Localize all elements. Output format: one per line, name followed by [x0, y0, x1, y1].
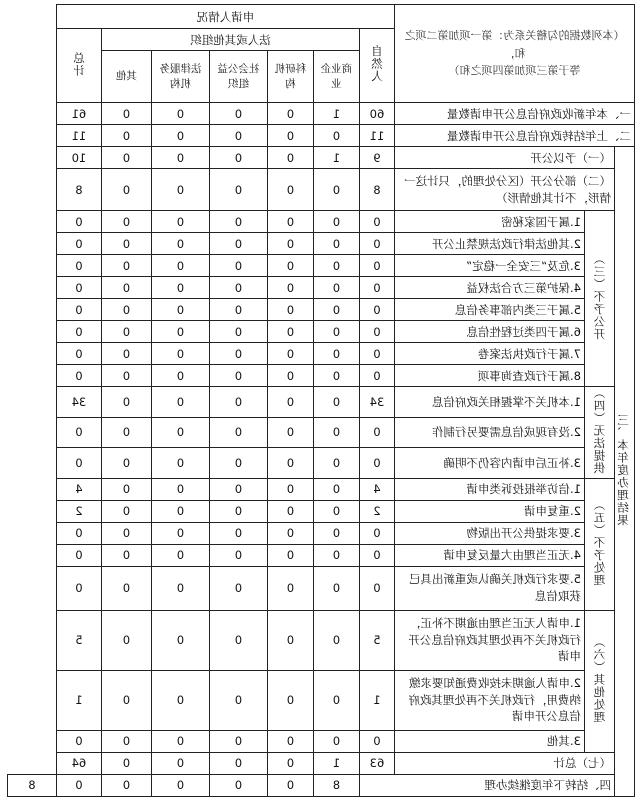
cell: 0 — [209, 255, 267, 277]
cell: 0 — [313, 566, 359, 610]
cell: 0 — [151, 169, 209, 211]
cell: 0 — [151, 277, 209, 299]
cell: 0 — [313, 125, 359, 147]
row-label: 3.要求提供公开出版物 — [394, 522, 584, 544]
cell: 0 — [101, 387, 151, 418]
disclosure-stats-table — [7, 4, 635, 797]
row-label: 4.保护第三方合法权益 — [394, 277, 584, 299]
cell: 0 — [209, 103, 267, 125]
cell: 0 — [151, 417, 209, 448]
cell: 0 — [313, 277, 359, 299]
cell: 0 — [151, 752, 209, 774]
cell: 0 — [101, 774, 151, 796]
cell: 0 — [267, 387, 313, 418]
cell: 0 — [359, 211, 394, 233]
cell: 0 — [209, 670, 267, 730]
row-label: 8.属于行政查询事项 — [394, 365, 584, 387]
cell: 34 — [359, 387, 394, 418]
legal-service-header: 法律服务机构 — [151, 51, 209, 103]
table-row — [8, 147, 635, 169]
cell: 0 — [101, 365, 151, 387]
cell: 0 — [359, 448, 394, 479]
cell: 0 — [101, 752, 151, 774]
cell: 0 — [267, 147, 313, 169]
cell: 1 — [56, 670, 101, 730]
cell: 0 — [267, 169, 313, 211]
row-label: 2.其他法律行政法规禁止公开 — [394, 233, 584, 255]
cell: 8 — [8, 774, 57, 796]
cell: 0 — [313, 417, 359, 448]
table-row — [8, 566, 635, 610]
table-row — [8, 448, 635, 479]
cell: 0 — [56, 277, 101, 299]
cell: 0 — [313, 610, 359, 670]
cell: 0 — [101, 125, 151, 147]
row-label: （七）总计 — [394, 752, 614, 774]
cell: 0 — [151, 365, 209, 387]
row-label: 1.属于国家秘密 — [394, 211, 584, 233]
row-label: 1.信访举报投诉类申请 — [394, 478, 584, 500]
cell: 0 — [209, 277, 267, 299]
table-row — [8, 365, 635, 387]
table-row — [8, 610, 635, 670]
cell: 0 — [209, 299, 267, 321]
cell: 0 — [151, 387, 209, 418]
applicant-header: 申请人情况 — [56, 5, 394, 29]
cell: 0 — [267, 125, 313, 147]
cell: 0 — [313, 448, 359, 479]
cell: 0 — [359, 277, 394, 299]
cell: 0 — [151, 211, 209, 233]
cell: 0 — [209, 343, 267, 365]
cell: 4 — [56, 478, 101, 500]
cell: 0 — [209, 522, 267, 544]
row-label: 一、本年新收政府信息公开申请数量 — [394, 103, 634, 125]
cell: 0 — [209, 169, 267, 211]
cell: 0 — [56, 522, 101, 544]
cell: 0 — [313, 343, 359, 365]
cell: 0 — [151, 730, 209, 752]
cell: 0 — [151, 255, 209, 277]
cell: 0 — [267, 417, 313, 448]
table-row — [8, 544, 635, 566]
total-header: 总计 — [56, 29, 101, 103]
cell: 0 — [313, 233, 359, 255]
table-row — [8, 255, 635, 277]
cell: 0 — [359, 730, 394, 752]
cell: 0 — [209, 730, 267, 752]
cell: 0 — [101, 670, 151, 730]
cell: 0 — [267, 522, 313, 544]
cell: 0 — [56, 417, 101, 448]
row-label: 3.补正后申请内容仍不明确 — [394, 448, 584, 479]
cell: 0 — [101, 343, 151, 365]
cell: 0 — [209, 500, 267, 522]
cell: 0 — [267, 365, 313, 387]
cell: 0 — [209, 365, 267, 387]
cell: 0 — [101, 321, 151, 343]
cell: 0 — [56, 299, 101, 321]
cell: 8 — [56, 169, 101, 211]
cell: 0 — [313, 544, 359, 566]
note-line-1: （本列数据的勾稽关系为：第一项加第二项之和， — [404, 29, 625, 60]
cell: 0 — [209, 387, 267, 418]
cell: 0 — [267, 211, 313, 233]
natural-person-header: 自然人 — [359, 29, 394, 103]
cell: 0 — [267, 255, 313, 277]
cell: 4 — [359, 478, 394, 500]
cell: 0 — [56, 365, 101, 387]
cell: 0 — [151, 343, 209, 365]
cell: 61 — [56, 103, 101, 125]
header-row-1 — [8, 5, 635, 29]
cell: 0 — [313, 211, 359, 233]
cell: 0 — [101, 448, 151, 479]
row-label: 4.无正当理由大量反复申请 — [394, 544, 584, 566]
cell: 0 — [359, 299, 394, 321]
cell: 5 — [359, 610, 394, 670]
cell: 0 — [359, 255, 394, 277]
cell: 0 — [101, 169, 151, 211]
row-label: 2.没有现成信息需要另行制作 — [394, 417, 584, 448]
row-label: 6.属于四类过程性信息 — [394, 321, 584, 343]
row-label: 2.重复申请 — [394, 500, 584, 522]
cell: 0 — [209, 417, 267, 448]
cell: 0 — [267, 730, 313, 752]
cell: 5 — [56, 610, 101, 670]
table-row — [8, 169, 635, 211]
cell: 0 — [101, 147, 151, 169]
cell: 0 — [56, 448, 101, 479]
cell: 0 — [267, 448, 313, 479]
cell: 0 — [267, 233, 313, 255]
cell: 0 — [313, 321, 359, 343]
cell: 0 — [313, 365, 359, 387]
group-other-handling-label: （六）其他处理 — [585, 610, 615, 752]
cell: 0 — [267, 610, 313, 670]
row-label: 二、上年结转政府信息公开申请数量 — [394, 125, 634, 147]
other-header: 其他 — [101, 51, 151, 103]
cell: 0 — [209, 448, 267, 479]
cell: 0 — [313, 478, 359, 500]
cell: 0 — [313, 522, 359, 544]
cell: 0 — [151, 125, 209, 147]
section-three-label: 三、本年度办理结果 — [615, 147, 635, 797]
cell: 0 — [267, 103, 313, 125]
cell: 0 — [101, 478, 151, 500]
cell: 2 — [359, 500, 394, 522]
cell: 0 — [359, 544, 394, 566]
cell: 0 — [101, 544, 151, 566]
social-header: 社会公益组织 — [209, 51, 267, 103]
cell: 0 — [209, 125, 267, 147]
cell: 0 — [209, 544, 267, 566]
cell: 0 — [209, 566, 267, 610]
cell: 0 — [151, 500, 209, 522]
cell: 0 — [56, 211, 101, 233]
cell: 1 — [313, 752, 359, 774]
table-row — [8, 103, 635, 125]
cell: 0 — [209, 147, 267, 169]
cell: 0 — [151, 566, 209, 610]
cell: 0 — [359, 321, 394, 343]
cell: 0 — [151, 544, 209, 566]
cell: 0 — [101, 417, 151, 448]
cell: 0 — [56, 566, 101, 610]
note-line-2: 等于第三项加第四项之和） — [448, 64, 581, 78]
cell: 0 — [101, 233, 151, 255]
cell: 0 — [151, 233, 209, 255]
cell: 0 — [151, 670, 209, 730]
row-label: 3.其他 — [394, 730, 584, 752]
cell: 34 — [56, 387, 101, 418]
cell: 11 — [359, 125, 394, 147]
cell: 11 — [56, 125, 101, 147]
cell: 0 — [151, 103, 209, 125]
table-row — [8, 522, 635, 544]
legal-entity-header: 法人或其他组织 — [101, 29, 359, 51]
business-header: 商业企业 — [313, 51, 359, 103]
cell: 0 — [101, 500, 151, 522]
cell: 0 — [151, 610, 209, 670]
cell: 0 — [56, 343, 101, 365]
cell: 0 — [313, 255, 359, 277]
cell: 0 — [359, 566, 394, 610]
cell: 0 — [267, 774, 313, 796]
table-row — [8, 211, 635, 233]
cell: 0 — [209, 478, 267, 500]
cell: 0 — [267, 752, 313, 774]
cell: 0 — [267, 544, 313, 566]
cell: 0 — [313, 299, 359, 321]
cell: 0 — [209, 321, 267, 343]
cell: 0 — [56, 730, 101, 752]
cell: 0 — [56, 321, 101, 343]
table-row — [8, 417, 635, 448]
row-label: 5.要求行政机关确认或重新出具已获取信息 — [394, 566, 584, 610]
cell: 0 — [267, 299, 313, 321]
cell: 0 — [209, 610, 267, 670]
table-row — [8, 752, 635, 774]
cell: 0 — [101, 277, 151, 299]
row-label: （二）部分公开（区分处理的，只计这一情形，不计其他情形） — [394, 169, 614, 211]
cell: 0 — [101, 255, 151, 277]
row-label: 四、结转下年度继续办理 — [359, 774, 614, 796]
table-row — [8, 233, 635, 255]
cell: 1 — [313, 147, 359, 169]
cell: 1 — [359, 670, 394, 730]
cell: 10 — [56, 147, 101, 169]
table-note — [394, 5, 634, 103]
cell: 0 — [101, 730, 151, 752]
cell: 0 — [101, 211, 151, 233]
row-label: 7.属于行政执法案卷 — [394, 343, 584, 365]
table-row — [8, 500, 635, 522]
cell: 63 — [359, 752, 394, 774]
cell: 0 — [313, 169, 359, 211]
table-row — [8, 478, 635, 500]
cell: 0 — [267, 500, 313, 522]
cell: 0 — [151, 522, 209, 544]
table-row — [8, 321, 635, 343]
cell: 9 — [359, 147, 394, 169]
cell: 0 — [151, 147, 209, 169]
table-row — [8, 387, 635, 418]
cell: 0 — [313, 500, 359, 522]
cell: 0 — [151, 448, 209, 479]
table-row — [8, 125, 635, 147]
cell: 0 — [359, 343, 394, 365]
cell: 0 — [209, 233, 267, 255]
table-row — [8, 277, 635, 299]
cell: 0 — [267, 277, 313, 299]
row-label: 3.危及“三安全一稳定” — [394, 255, 584, 277]
cell: 2 — [56, 500, 101, 522]
cell: 0 — [313, 387, 359, 418]
cell: 0 — [101, 610, 151, 670]
cell: 1 — [313, 103, 359, 125]
research-header: 科研机构 — [267, 51, 313, 103]
cell: 0 — [101, 103, 151, 125]
row-label: 2.申请人逾期未按收费通知要求缴纳费用，行政机关不再处理其政府信息公开申请 — [394, 670, 584, 730]
cell: 0 — [209, 752, 267, 774]
cell: 0 — [151, 321, 209, 343]
table-row — [8, 343, 635, 365]
cell: 0 — [101, 299, 151, 321]
mirrored-page — [0, 4, 643, 802]
cell: 0 — [313, 670, 359, 730]
cell: 0 — [359, 417, 394, 448]
row-label: 1.本机关不掌握相关政府信息 — [394, 387, 584, 418]
cell: 0 — [209, 774, 267, 796]
cell: 0 — [267, 670, 313, 730]
cell: 0 — [313, 730, 359, 752]
cell: 0 — [101, 566, 151, 610]
row-label: 1.申请人无正当理由逾期不补正，行政机关不再处理其政府信息公开申请 — [394, 610, 584, 670]
cell: 60 — [359, 103, 394, 125]
table-row — [8, 774, 635, 796]
table-row — [8, 730, 635, 752]
cell: 0 — [267, 343, 313, 365]
cell: 0 — [56, 774, 101, 796]
cell: 0 — [267, 566, 313, 610]
cell: 0 — [56, 544, 101, 566]
group-unavailable-label: （四）无法提供 — [585, 387, 615, 479]
cell: 0 — [151, 299, 209, 321]
cell: 0 — [267, 321, 313, 343]
table-row — [8, 299, 635, 321]
cell: 0 — [267, 478, 313, 500]
cell: 0 — [151, 774, 209, 796]
row-label: 5.属于三类内部事务信息 — [394, 299, 584, 321]
cell: 0 — [56, 255, 101, 277]
cell: 0 — [101, 522, 151, 544]
cell: 0 — [56, 233, 101, 255]
cell: 0 — [209, 211, 267, 233]
cell: 8 — [313, 774, 359, 796]
cell: 0 — [359, 522, 394, 544]
table-row — [8, 670, 635, 730]
cell: 0 — [359, 365, 394, 387]
cell: 0 — [151, 478, 209, 500]
group-withheld-label: （三）不予公开 — [585, 211, 615, 387]
cell: 64 — [56, 752, 101, 774]
cell: 8 — [359, 169, 394, 211]
cell: 0 — [359, 233, 394, 255]
row-label: （一）予以公开 — [394, 147, 614, 169]
group-not-processed-label: （五）不予处理 — [585, 478, 615, 610]
